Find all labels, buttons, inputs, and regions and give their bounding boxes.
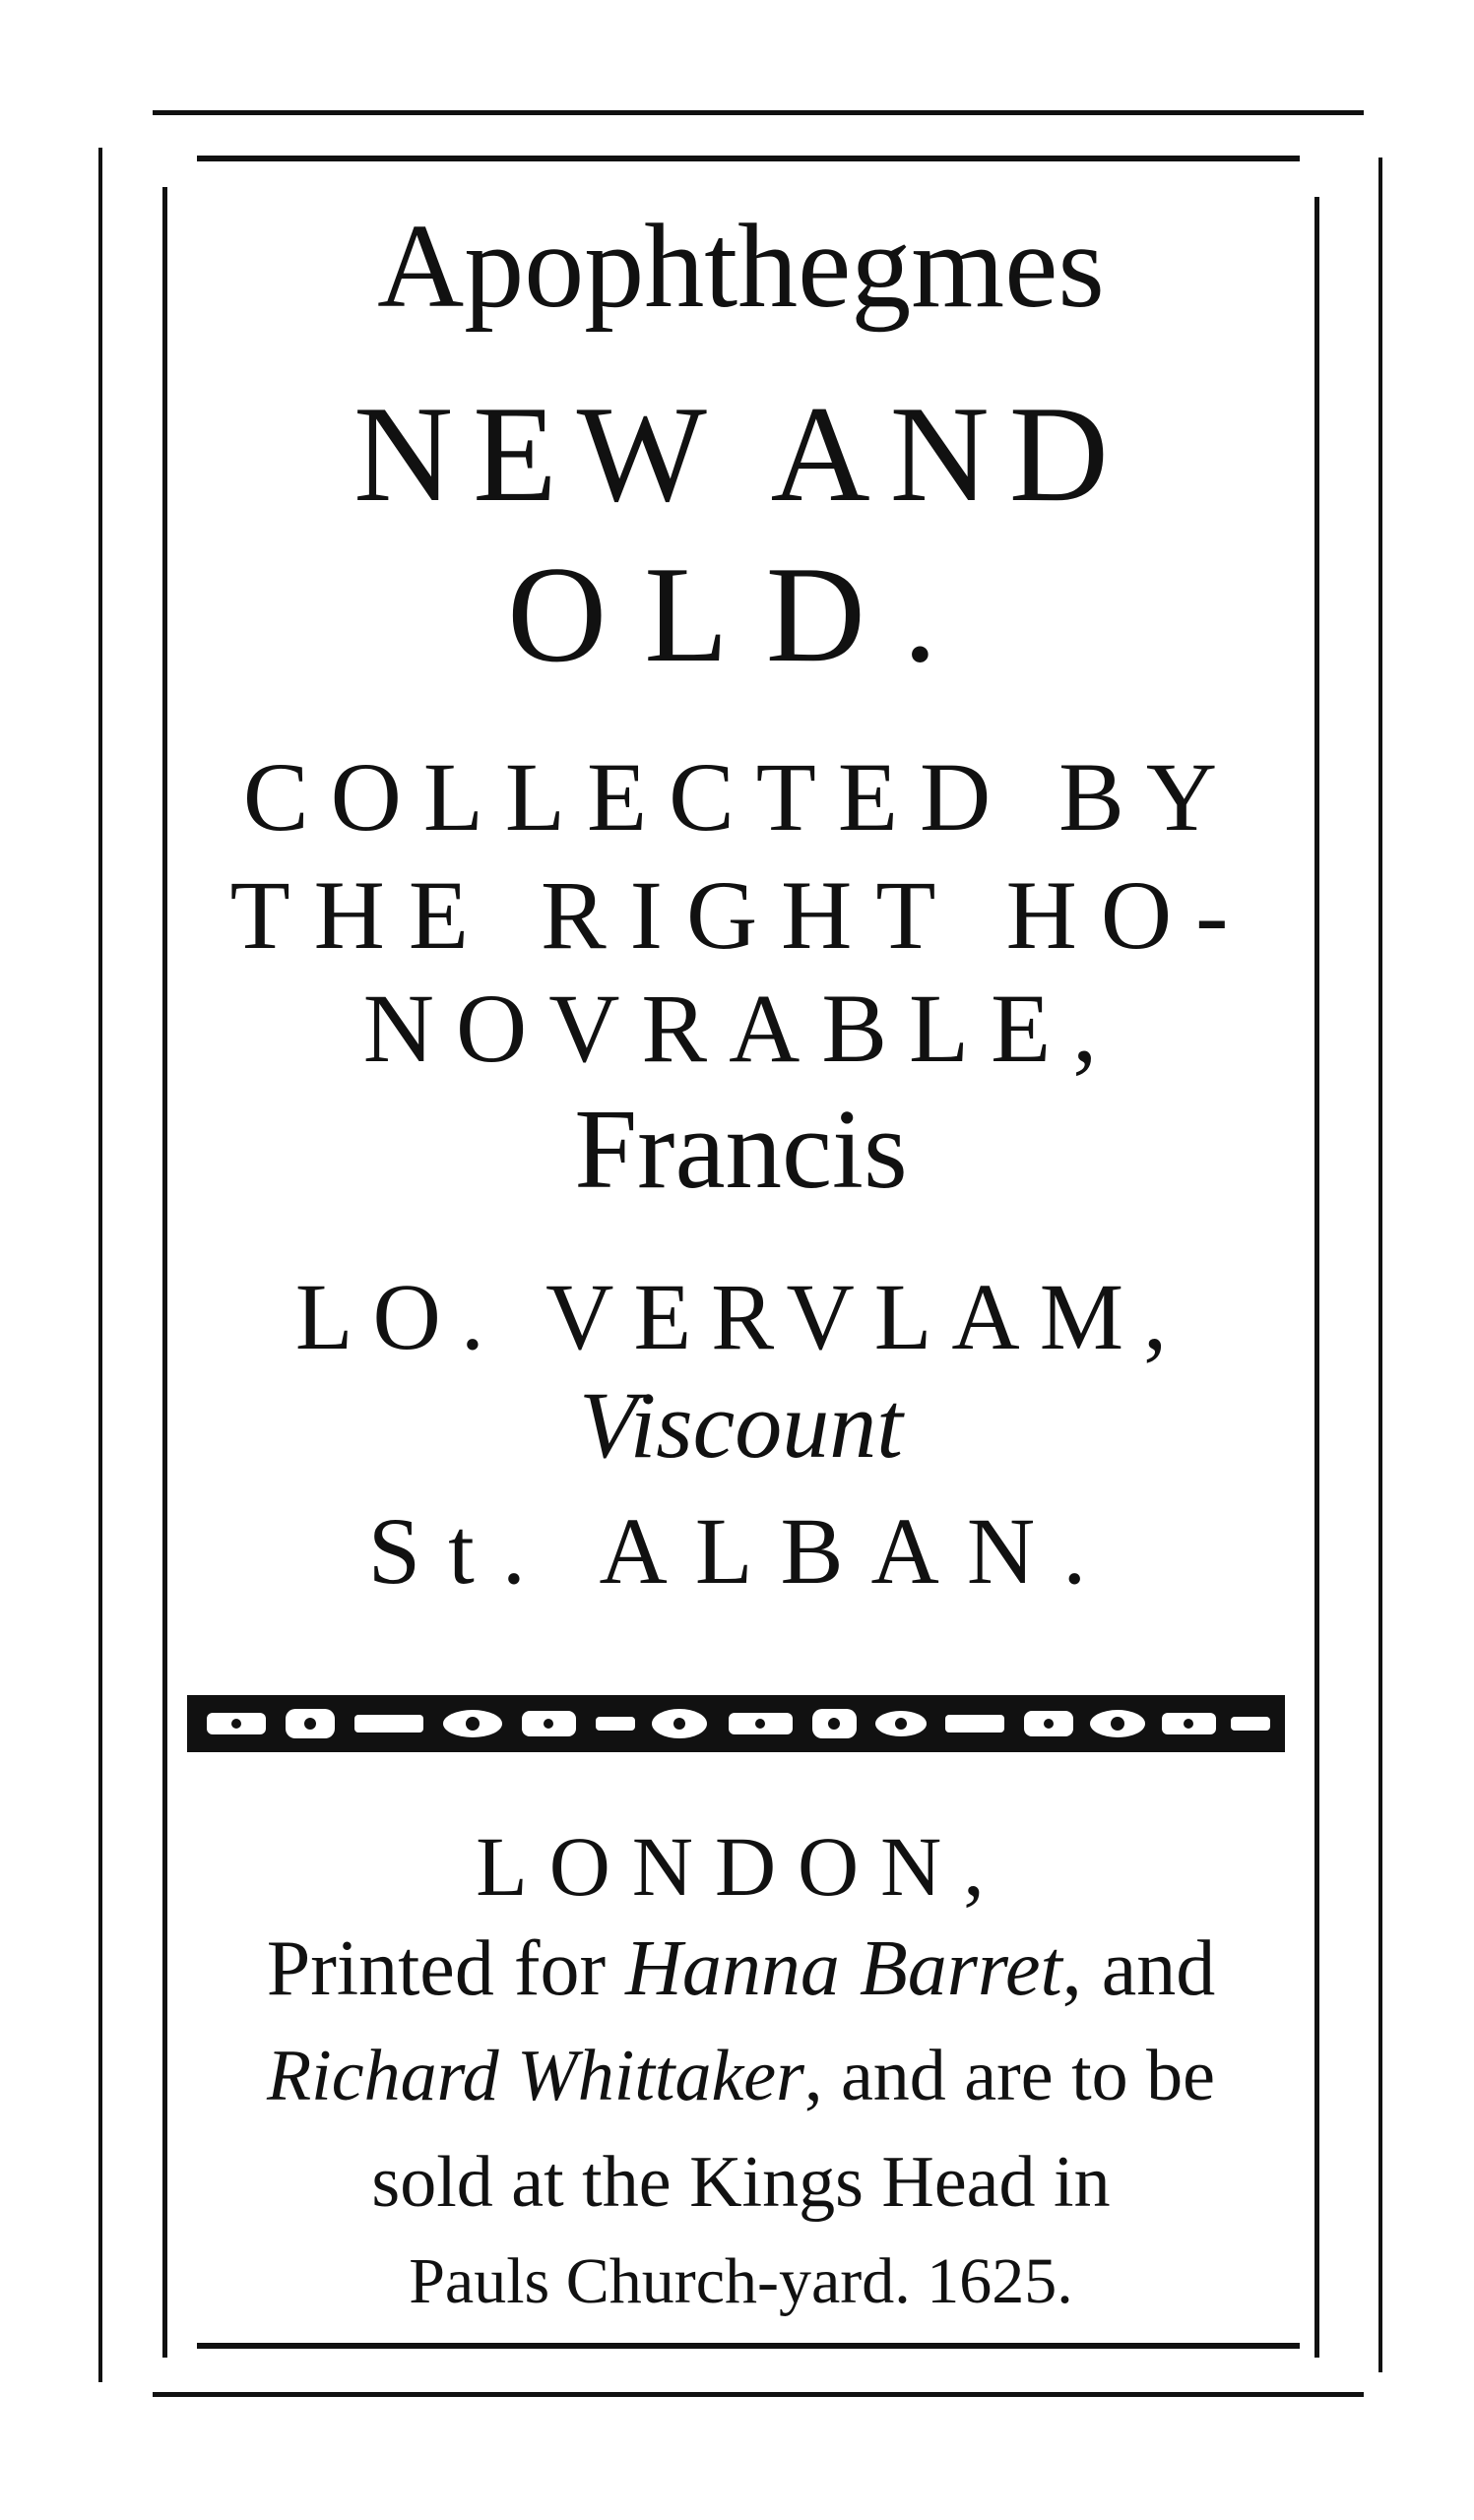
the-right-line: THE RIGHT HO- <box>229 860 1252 970</box>
border-bottom-outer <box>153 2392 1364 2397</box>
honourable-line: NOVRABLE, <box>362 974 1120 1083</box>
border-right-outer <box>1378 158 1382 2372</box>
imprint-line-kings-head: sold at the Kings Head in <box>371 2142 1111 2223</box>
border-left-inner <box>162 187 167 2358</box>
border-top-outer <box>153 110 1364 115</box>
border-top-inner <box>197 156 1300 161</box>
imprint-city: LONDON, <box>476 1819 1006 1914</box>
imprint-line-whittaker <box>172 2036 1310 2116</box>
collected-by-line: COLLECTED BY <box>242 742 1240 851</box>
border-right-inner <box>1314 197 1319 2358</box>
imprint-to-be-text: , and are to be <box>803 2036 1216 2116</box>
author-title-st-alban: St. ALBAN. <box>367 1498 1115 1604</box>
imprint-line-churchyard: Pauls Church-yard. 1625. <box>409 2245 1073 2317</box>
imprint-printed-for-text: Printed for <box>266 1925 626 2012</box>
publisher-name-whittaker: Richard Whittaker <box>266 2036 804 2116</box>
imprint-and-text: , and <box>1061 1925 1216 2012</box>
imprint-line-printed-for <box>172 1925 1310 2012</box>
author-title-verulam: LO. VERVLAM, <box>294 1264 1187 1369</box>
printers-ornament-icon <box>187 1695 1285 1752</box>
border-left-outer <box>98 148 102 2382</box>
title-line-new-and: NEW AND <box>353 378 1128 531</box>
title-word: Apophthegmes <box>377 200 1105 333</box>
publisher-name-barret: Hanna Barret <box>625 1925 1062 2012</box>
author-title-viscount: Viscount <box>579 1372 903 1478</box>
title-line-old: OLD. <box>507 538 975 691</box>
border-bottom-inner <box>197 2343 1300 2349</box>
author-first-name: Francis <box>574 1087 908 1212</box>
